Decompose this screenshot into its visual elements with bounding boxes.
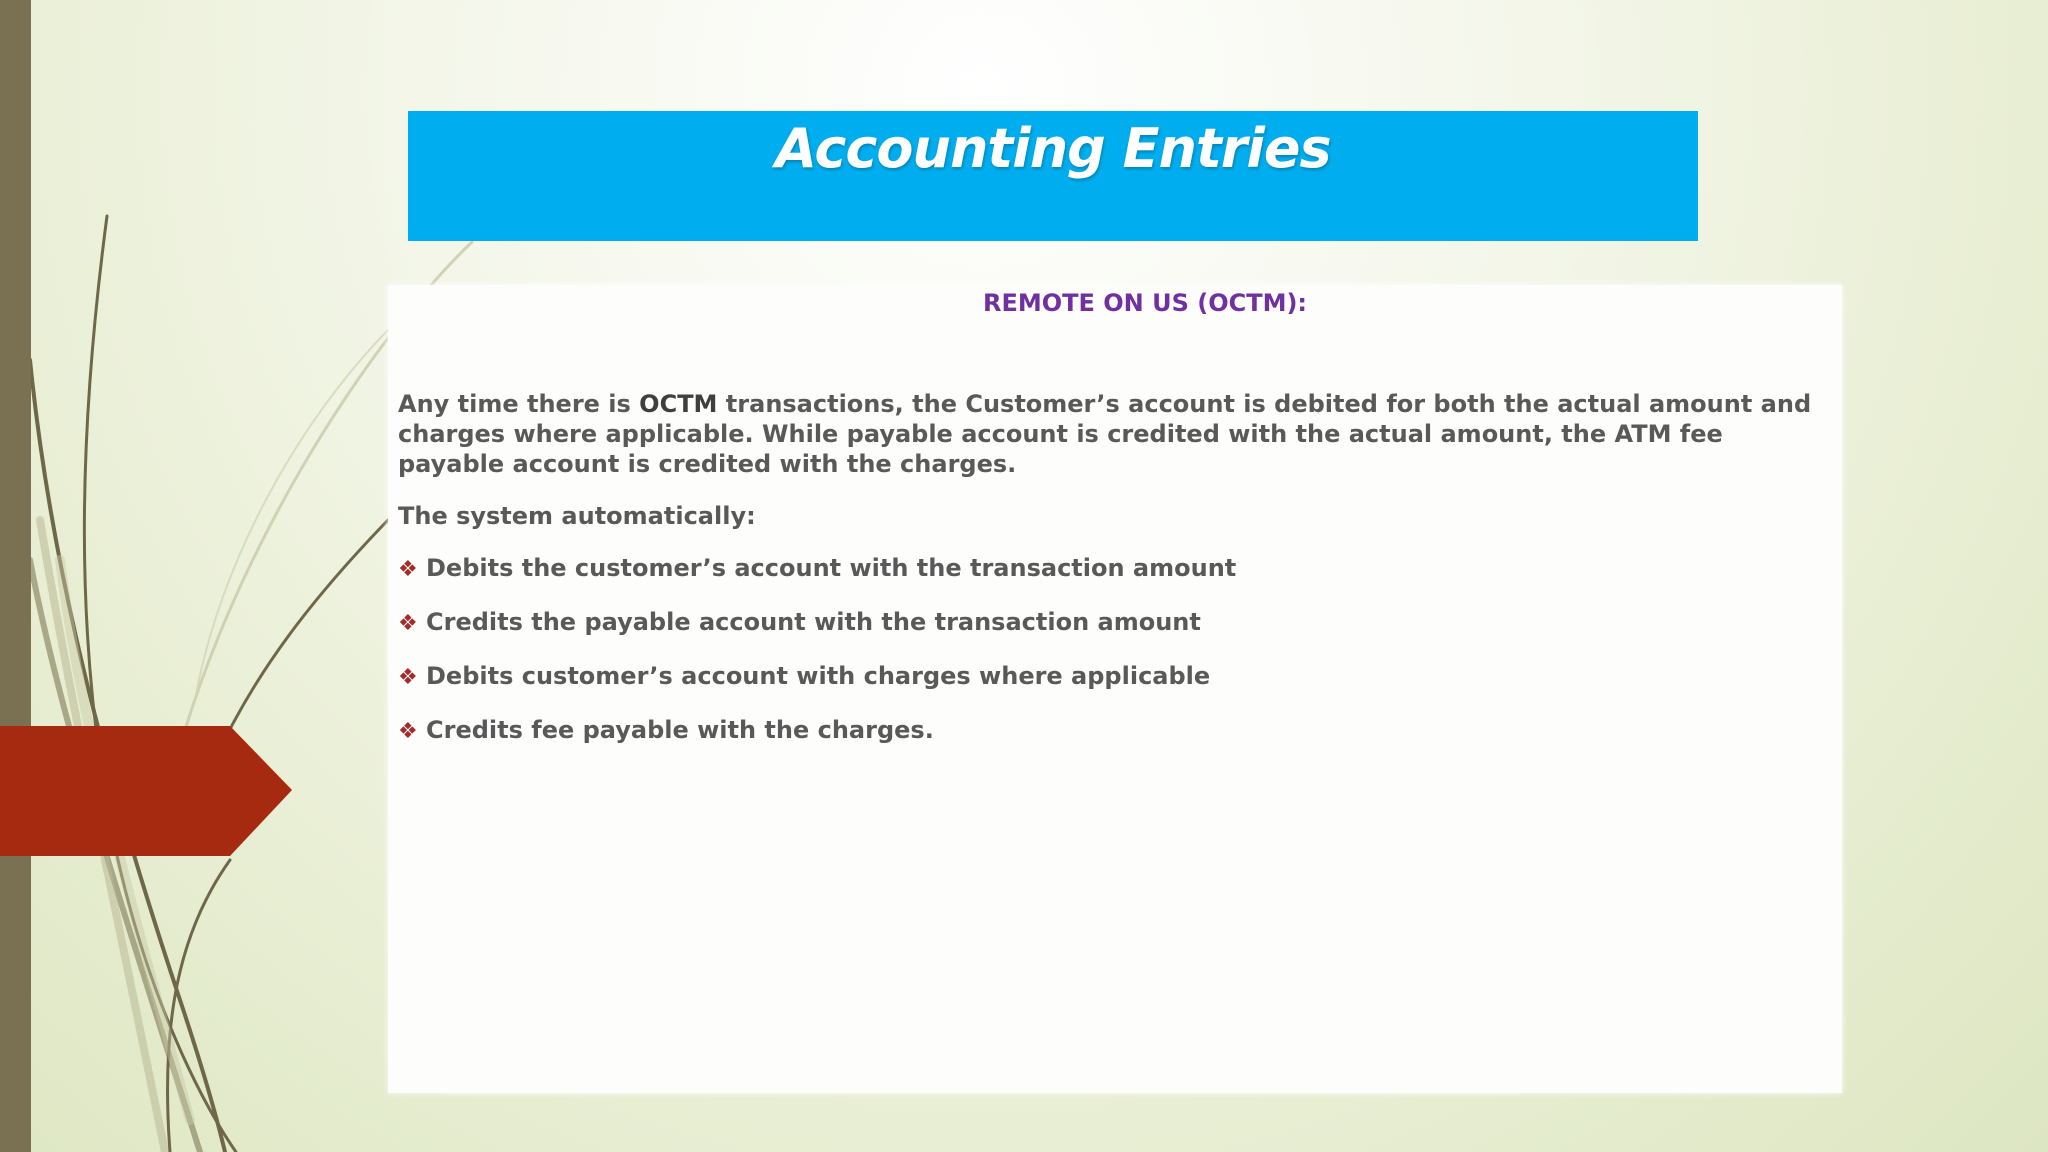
paragraph-rest: transactions, the Customer’s account is debited for both the actual amount and charges where applicable. While payable account is credited with the actual amount, the ATM fee payable account is credited with the charges. <box>398 390 1812 478</box>
list-item <box>398 553 1828 585</box>
content-box <box>388 285 1842 1093</box>
diamond-bullet-icon: ❖ <box>398 719 418 744</box>
diamond-bullet-icon: ❖ <box>398 557 418 582</box>
arrow-tab-shape <box>0 726 292 856</box>
title-banner <box>408 111 1698 241</box>
slide-title: Accounting Entries <box>775 117 1331 180</box>
diamond-bullet-icon: ❖ <box>398 611 418 636</box>
list-item <box>398 715 1828 747</box>
list-item <box>398 661 1828 693</box>
left-accent-bar <box>0 0 31 1152</box>
bullet-text: Credits fee payable with the charges. <box>426 716 934 744</box>
section-subtitle: REMOTE ON US (OCTM): <box>982 289 1308 317</box>
bullet-text: Debits customer’s account with charges where applicable <box>426 662 1211 690</box>
bullet-text: Credits the payable account with the transaction amount <box>426 608 1201 636</box>
octm-emphasis: OCTM <box>639 390 718 418</box>
paragraph-start: Any time there is <box>398 390 640 418</box>
bullet-text: Debits the customer’s account with the transaction amount <box>426 554 1237 582</box>
intro-line: The system automatically: <box>398 502 756 530</box>
list-item <box>398 607 1828 639</box>
bullet-list <box>398 553 1828 747</box>
diamond-bullet-icon: ❖ <box>398 665 418 690</box>
description-paragraph <box>398 389 1828 479</box>
body-text <box>398 389 1828 769</box>
